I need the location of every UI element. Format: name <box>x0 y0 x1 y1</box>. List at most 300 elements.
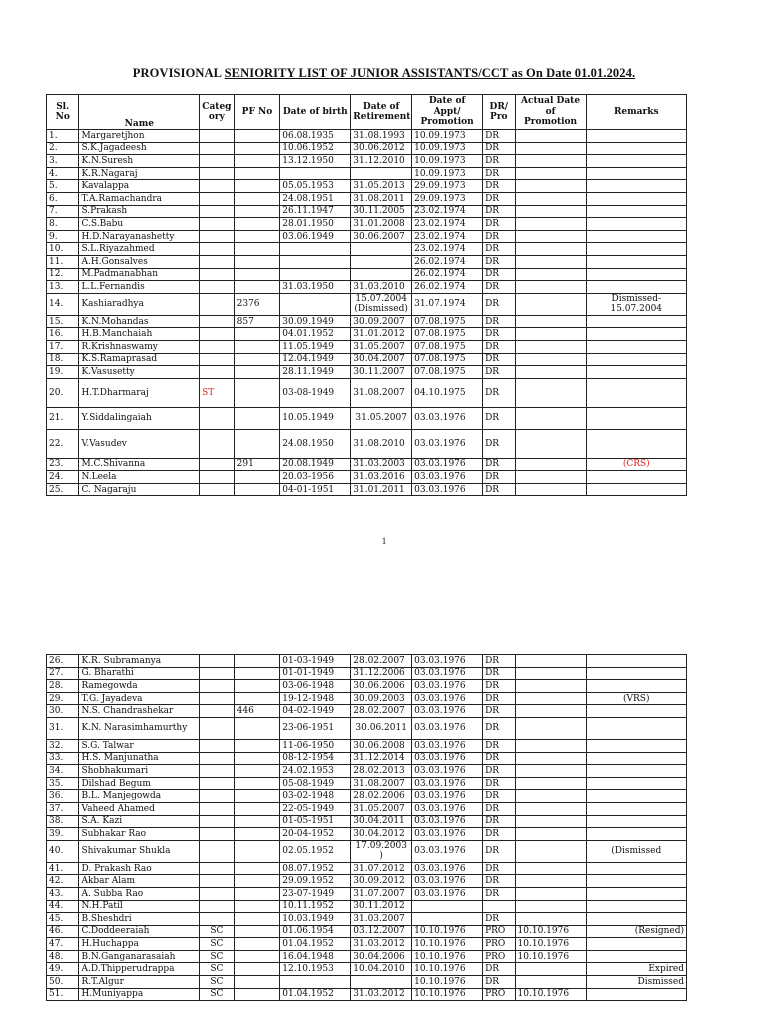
sl-no-cell: 25. <box>47 483 79 496</box>
sl-no-cell: 51. <box>47 988 79 1001</box>
dob-cell: 23-06-1951 <box>280 717 351 739</box>
appt-date-cell: 03.03.1976 <box>412 680 483 693</box>
sl-no-cell: 3. <box>47 155 79 168</box>
remarks-cell <box>586 717 686 739</box>
sl-no-cell: 16. <box>47 328 79 341</box>
retirement-cell <box>351 976 412 989</box>
sl-no-cell: 7. <box>47 205 79 218</box>
table-row <box>47 328 687 341</box>
table-row <box>47 875 687 888</box>
remarks-cell <box>586 407 686 429</box>
header-actual-promotion: Actual Date of Promotion <box>515 95 586 130</box>
dr-pro-cell: DR <box>483 142 515 155</box>
pf-no-cell <box>234 692 280 705</box>
appt-date-cell <box>412 900 483 913</box>
sl-no-cell: 9. <box>47 230 79 243</box>
remarks-cell <box>586 950 686 963</box>
table-row <box>47 281 687 294</box>
category-cell <box>200 483 234 496</box>
category-cell <box>200 900 234 913</box>
actual-promotion-cell <box>515 900 586 913</box>
pf-no-cell <box>234 976 280 989</box>
category-cell <box>200 777 234 790</box>
name-cell: V.Vasudev <box>79 429 200 458</box>
appt-date-cell: 26.02.1974 <box>412 255 483 268</box>
appt-date-cell: 03.03.1976 <box>412 471 483 484</box>
seniority-table-part-1 <box>46 94 687 496</box>
category-cell <box>200 705 234 718</box>
retirement-cell: 10.04.2010 <box>351 963 412 976</box>
appt-date-cell: 03.03.1976 <box>412 828 483 841</box>
name-cell: R.T.Algur <box>79 976 200 989</box>
sl-no-cell: 46. <box>47 925 79 938</box>
name-cell: G. Bharathi <box>79 667 200 680</box>
actual-promotion-cell <box>515 268 586 281</box>
remarks-cell: (VRS) <box>586 692 686 705</box>
actual-promotion-cell <box>515 429 586 458</box>
pf-no-cell <box>234 717 280 739</box>
appt-date-cell: 03.03.1976 <box>412 655 483 668</box>
category-cell: SC <box>200 950 234 963</box>
dr-pro-cell: DR <box>483 752 515 765</box>
actual-promotion-cell <box>515 192 586 205</box>
pf-no-cell <box>234 281 280 294</box>
dob-cell: 29.09.1952 <box>280 875 351 888</box>
appt-date-cell: 03.03.1976 <box>412 705 483 718</box>
retirement-cell: 30.06.2007 <box>351 230 412 243</box>
appt-date-cell: 03.03.1976 <box>412 752 483 765</box>
category-cell <box>200 680 234 693</box>
dob-cell: 11-06-1950 <box>280 739 351 752</box>
actual-promotion-cell <box>515 752 586 765</box>
remarks-cell <box>586 130 686 143</box>
appt-date-cell: 31.07.1974 <box>412 293 483 315</box>
appt-date-cell: 10.10.1976 <box>412 938 483 951</box>
remarks-cell <box>586 180 686 193</box>
appt-date-cell: 07.08.1975 <box>412 328 483 341</box>
category-cell: SC <box>200 963 234 976</box>
table-row <box>47 293 687 315</box>
pf-no-cell <box>234 667 280 680</box>
dob-cell: 24.02.1953 <box>280 765 351 778</box>
actual-promotion-cell <box>515 840 586 862</box>
actual-promotion-cell <box>515 815 586 828</box>
category-cell <box>200 218 234 231</box>
actual-promotion-cell <box>515 230 586 243</box>
table-row <box>47 705 687 718</box>
retirement-cell: 30.04.2007 <box>351 353 412 366</box>
appt-date-cell: 23.02.1974 <box>412 243 483 256</box>
actual-promotion-cell <box>515 142 586 155</box>
category-cell <box>200 243 234 256</box>
pf-no-cell <box>234 790 280 803</box>
retirement-cell: 31.03.2007 <box>351 913 412 926</box>
dob-cell: 11.05.1949 <box>280 340 351 353</box>
dr-pro-cell: PRO <box>483 950 515 963</box>
dob-cell: 23-07-1949 <box>280 887 351 900</box>
retirement-cell: 31.08.2007 <box>351 378 412 407</box>
appt-date-cell: 04.10.1975 <box>412 378 483 407</box>
name-cell: S.K.Jagadeesh <box>79 142 200 155</box>
dr-pro-cell: DR <box>483 739 515 752</box>
pf-no-cell <box>234 938 280 951</box>
actual-promotion-cell <box>515 458 586 471</box>
table-row <box>47 142 687 155</box>
table-row <box>47 950 687 963</box>
remarks-cell <box>586 205 686 218</box>
dob-cell: 28.11.1949 <box>280 366 351 379</box>
dr-pro-cell: DR <box>483 913 515 926</box>
category-cell <box>200 765 234 778</box>
dob-cell: 12.04.1949 <box>280 353 351 366</box>
dob-cell: 24.08.1950 <box>280 429 351 458</box>
table-row <box>47 828 687 841</box>
category-cell <box>200 192 234 205</box>
category-cell <box>200 142 234 155</box>
name-cell: N.H.Patil <box>79 900 200 913</box>
category-cell <box>200 180 234 193</box>
name-cell: Kavalappa <box>79 180 200 193</box>
table-row <box>47 840 687 862</box>
retirement-cell: 30.09.2012 <box>351 875 412 888</box>
retirement-cell: 30.04.2011 <box>351 815 412 828</box>
dr-pro-cell: PRO <box>483 988 515 1001</box>
category-cell <box>200 353 234 366</box>
table-row <box>47 862 687 875</box>
category-cell <box>200 328 234 341</box>
category-cell <box>200 407 234 429</box>
actual-promotion-cell: 10.10.1976 <box>515 950 586 963</box>
appt-date-cell: 03.03.1976 <box>412 739 483 752</box>
appt-date-cell: 23.02.1974 <box>412 230 483 243</box>
sl-no-cell: 29. <box>47 692 79 705</box>
dob-cell: 10.05.1949 <box>280 407 351 429</box>
sl-no-cell: 15. <box>47 315 79 328</box>
sl-no-cell: 26. <box>47 655 79 668</box>
name-cell: A. Subba Rao <box>79 887 200 900</box>
actual-promotion-cell: 10.10.1976 <box>515 988 586 1001</box>
dr-pro-cell: DR <box>483 705 515 718</box>
actual-promotion-cell <box>515 315 586 328</box>
actual-promotion-cell <box>515 875 586 888</box>
retirement-cell: 31.01.2008 <box>351 218 412 231</box>
retirement-cell <box>351 268 412 281</box>
dob-cell <box>280 243 351 256</box>
table-row <box>47 268 687 281</box>
category-cell <box>200 739 234 752</box>
remarks-cell <box>586 938 686 951</box>
table-row <box>47 243 687 256</box>
category-cell: SC <box>200 988 234 1001</box>
remarks-cell <box>586 887 686 900</box>
category-cell: SC <box>200 925 234 938</box>
table-row <box>47 458 687 471</box>
remarks-cell: (CRS) <box>586 458 686 471</box>
dr-pro-cell: DR <box>483 255 515 268</box>
dr-pro-cell: DR <box>483 366 515 379</box>
actual-promotion-cell <box>515 739 586 752</box>
dr-pro-cell: DR <box>483 483 515 496</box>
retirement-cell: 31.03.2012 <box>351 988 412 1001</box>
actual-promotion-cell: 10.10.1976 <box>515 925 586 938</box>
name-cell: H.Huchappa <box>79 938 200 951</box>
name-cell: H.Muniyappa <box>79 988 200 1001</box>
dob-cell: 06.08.1935 <box>280 130 351 143</box>
category-cell: SC <box>200 976 234 989</box>
dr-pro-cell: DR <box>483 205 515 218</box>
retirement-cell: 30.09.2003 <box>351 692 412 705</box>
dr-pro-cell: DR <box>483 471 515 484</box>
dr-pro-cell <box>483 900 515 913</box>
document-title <box>0 66 768 81</box>
table-row <box>47 938 687 951</box>
table-row <box>47 913 687 926</box>
category-cell <box>200 875 234 888</box>
name-cell: A.D.Thipperudrappa <box>79 963 200 976</box>
name-cell: K.Vasusetty <box>79 366 200 379</box>
sl-no-cell: 21. <box>47 407 79 429</box>
category-cell <box>200 205 234 218</box>
sl-no-cell: 49. <box>47 963 79 976</box>
pf-no-cell <box>234 192 280 205</box>
remarks-cell <box>586 875 686 888</box>
dob-cell <box>280 255 351 268</box>
dob-cell: 03-02-1948 <box>280 790 351 803</box>
category-cell <box>200 268 234 281</box>
dr-pro-cell: DR <box>483 155 515 168</box>
table-row <box>47 155 687 168</box>
pf-no-cell <box>234 218 280 231</box>
sl-no-cell: 14. <box>47 293 79 315</box>
name-cell: H.D.Narayanashetty <box>79 230 200 243</box>
dr-pro-cell: DR <box>483 243 515 256</box>
sl-no-cell: 27. <box>47 667 79 680</box>
table-row <box>47 315 687 328</box>
actual-promotion-cell <box>515 378 586 407</box>
name-cell: H.B.Manchaiah <box>79 328 200 341</box>
dr-pro-cell: DR <box>483 328 515 341</box>
appt-date-cell: 03.03.1976 <box>412 765 483 778</box>
pf-no-cell <box>234 828 280 841</box>
actual-promotion-cell <box>515 328 586 341</box>
remarks-cell: (Resigned) <box>586 925 686 938</box>
retirement-cell: 28.02.2007 <box>351 705 412 718</box>
actual-promotion-cell <box>515 243 586 256</box>
remarks-cell <box>586 765 686 778</box>
table-row <box>47 655 687 668</box>
appt-date-cell: 03.03.1976 <box>412 407 483 429</box>
actual-promotion-cell <box>515 407 586 429</box>
remarks-cell <box>586 315 686 328</box>
table-row <box>47 925 687 938</box>
dob-cell: 20.03-1956 <box>280 471 351 484</box>
dr-pro-cell: DR <box>483 862 515 875</box>
header-category: Categ ory <box>200 95 234 130</box>
retirement-cell <box>351 255 412 268</box>
pf-no-cell <box>234 328 280 341</box>
sl-no-cell: 22. <box>47 429 79 458</box>
category-cell <box>200 230 234 243</box>
pf-no-cell <box>234 900 280 913</box>
actual-promotion-cell <box>515 218 586 231</box>
retirement-cell: 31.07.2012 <box>351 862 412 875</box>
category-cell <box>200 862 234 875</box>
sl-no-cell: 33. <box>47 752 79 765</box>
table-row <box>47 802 687 815</box>
appt-date-cell: 10.09.1973 <box>412 142 483 155</box>
dob-cell <box>280 976 351 989</box>
sl-no-cell: 34. <box>47 765 79 778</box>
dr-pro-cell: DR <box>483 268 515 281</box>
table-row <box>47 230 687 243</box>
dr-pro-cell: DR <box>483 655 515 668</box>
pf-no-cell <box>234 340 280 353</box>
appt-date-cell: 07.08.1975 <box>412 366 483 379</box>
sl-no-cell: 6. <box>47 192 79 205</box>
table-row <box>47 192 687 205</box>
retirement-cell: 31.12.2014 <box>351 752 412 765</box>
remarks-cell <box>586 790 686 803</box>
dr-pro-cell: DR <box>483 875 515 888</box>
retirement-cell: 28.02.2007 <box>351 655 412 668</box>
pf-no-cell <box>234 255 280 268</box>
table-row <box>47 167 687 180</box>
name-cell: K.N.Mohandas <box>79 315 200 328</box>
table-row <box>47 218 687 231</box>
pf-no-cell <box>234 815 280 828</box>
category-cell <box>200 802 234 815</box>
name-cell: Vaheed Ahamed <box>79 802 200 815</box>
retirement-cell: 30.04.2012 <box>351 828 412 841</box>
sl-no-cell: 8. <box>47 218 79 231</box>
retirement-cell: 31.07.2007 <box>351 887 412 900</box>
name-cell: K.S.Ramaprasad <box>79 353 200 366</box>
name-cell: Kashiaradhya <box>79 293 200 315</box>
dob-cell: 05-08-1949 <box>280 777 351 790</box>
name-cell: K.R. Subramanya <box>79 655 200 668</box>
category-cell <box>200 458 234 471</box>
dob-cell: 01-05-1951 <box>280 815 351 828</box>
name-cell: H.T.Dharmaraj <box>79 378 200 407</box>
sl-no-cell: 38. <box>47 815 79 828</box>
sl-no-cell: 45. <box>47 913 79 926</box>
title-prefix: PROVISIONAL <box>132 66 225 80</box>
table-row <box>47 255 687 268</box>
name-cell: B.Sheshdri <box>79 913 200 926</box>
dr-pro-cell: DR <box>483 293 515 315</box>
retirement-cell <box>351 167 412 180</box>
pf-no-cell <box>234 802 280 815</box>
retirement-cell: 30.11.2005 <box>351 205 412 218</box>
dr-pro-cell: DR <box>483 192 515 205</box>
dob-cell: 31.03.1950 <box>280 281 351 294</box>
retirement-cell: 30.06.2008 <box>351 739 412 752</box>
appt-date-cell: 10.10.1976 <box>412 950 483 963</box>
name-cell: Shivakumar Shukla <box>79 840 200 862</box>
table-row <box>47 777 687 790</box>
retirement-cell: 03.12.2007 <box>351 925 412 938</box>
sl-no-cell: 41. <box>47 862 79 875</box>
pf-no-cell <box>234 765 280 778</box>
table-row <box>47 483 687 496</box>
name-cell: Y.Siddalingaiah <box>79 407 200 429</box>
table-row <box>47 353 687 366</box>
appt-date-cell: 03.03.1976 <box>412 692 483 705</box>
appt-date-cell: 10.10.1976 <box>412 963 483 976</box>
category-cell <box>200 828 234 841</box>
remarks-cell <box>586 680 686 693</box>
category-cell <box>200 429 234 458</box>
name-cell: Akbar Alam <box>79 875 200 888</box>
retirement-cell: 31.05.2007 <box>351 407 412 429</box>
dr-pro-cell: DR <box>483 717 515 739</box>
name-cell: R.Krishnaswamy <box>79 340 200 353</box>
actual-promotion-cell <box>515 205 586 218</box>
appt-date-cell: 26.02.1974 <box>412 281 483 294</box>
retirement-cell: 31.01.2012 <box>351 328 412 341</box>
pf-no-cell <box>234 680 280 693</box>
appt-date-cell: 10.10.1976 <box>412 988 483 1001</box>
dob-cell: 05.05.1953 <box>280 180 351 193</box>
header-sl-no: Sl. No <box>47 95 79 130</box>
sl-no-cell: 24. <box>47 471 79 484</box>
category-cell <box>200 167 234 180</box>
retirement-cell: 31.05.2007 <box>351 340 412 353</box>
actual-promotion-cell <box>515 705 586 718</box>
dob-cell: 01-03-1949 <box>280 655 351 668</box>
remarks-cell <box>586 988 686 1001</box>
category-cell <box>200 717 234 739</box>
appt-date-cell: 23.02.1974 <box>412 218 483 231</box>
dr-pro-cell: DR <box>483 167 515 180</box>
dr-pro-cell: DR <box>483 692 515 705</box>
title-underlined: SENIORITY LIST OF JUNIOR ASSISTANTS/CCT as On Date 01.01.2024. <box>224 66 636 80</box>
remarks-cell <box>586 328 686 341</box>
dob-cell: 03-08-1949 <box>280 378 351 407</box>
table-row <box>47 815 687 828</box>
table-row <box>47 340 687 353</box>
sl-no-cell: 40. <box>47 840 79 862</box>
category-cell <box>200 887 234 900</box>
sl-no-cell: 1. <box>47 130 79 143</box>
pf-no-cell <box>234 950 280 963</box>
remarks-cell <box>586 655 686 668</box>
sl-no-cell: 10. <box>47 243 79 256</box>
dr-pro-cell: DR <box>483 815 515 828</box>
dob-cell: 20-04-1952 <box>280 828 351 841</box>
retirement-cell: 30.06.2011 <box>351 717 412 739</box>
table-header-row <box>47 95 687 130</box>
pf-no-cell <box>234 243 280 256</box>
remarks-cell <box>586 268 686 281</box>
table-row <box>47 471 687 484</box>
appt-date-cell: 03.03.1976 <box>412 458 483 471</box>
name-cell: Margaretjhon <box>79 130 200 143</box>
retirement-cell: 30.06.2006 <box>351 680 412 693</box>
header-dob: Date of birth <box>280 95 351 130</box>
appt-date-cell: 23.02.1974 <box>412 205 483 218</box>
dr-pro-cell: DR <box>483 218 515 231</box>
name-cell: L.L.Fernandis <box>79 281 200 294</box>
name-cell: T.G. Jayadeva <box>79 692 200 705</box>
remarks-cell <box>586 752 686 765</box>
remarks-cell <box>586 353 686 366</box>
dr-pro-cell: DR <box>483 130 515 143</box>
appt-date-cell: 03.03.1976 <box>412 802 483 815</box>
header-remarks: Remarks <box>586 95 686 130</box>
pf-no-cell <box>234 268 280 281</box>
name-cell: T.A.Ramachandra <box>79 192 200 205</box>
